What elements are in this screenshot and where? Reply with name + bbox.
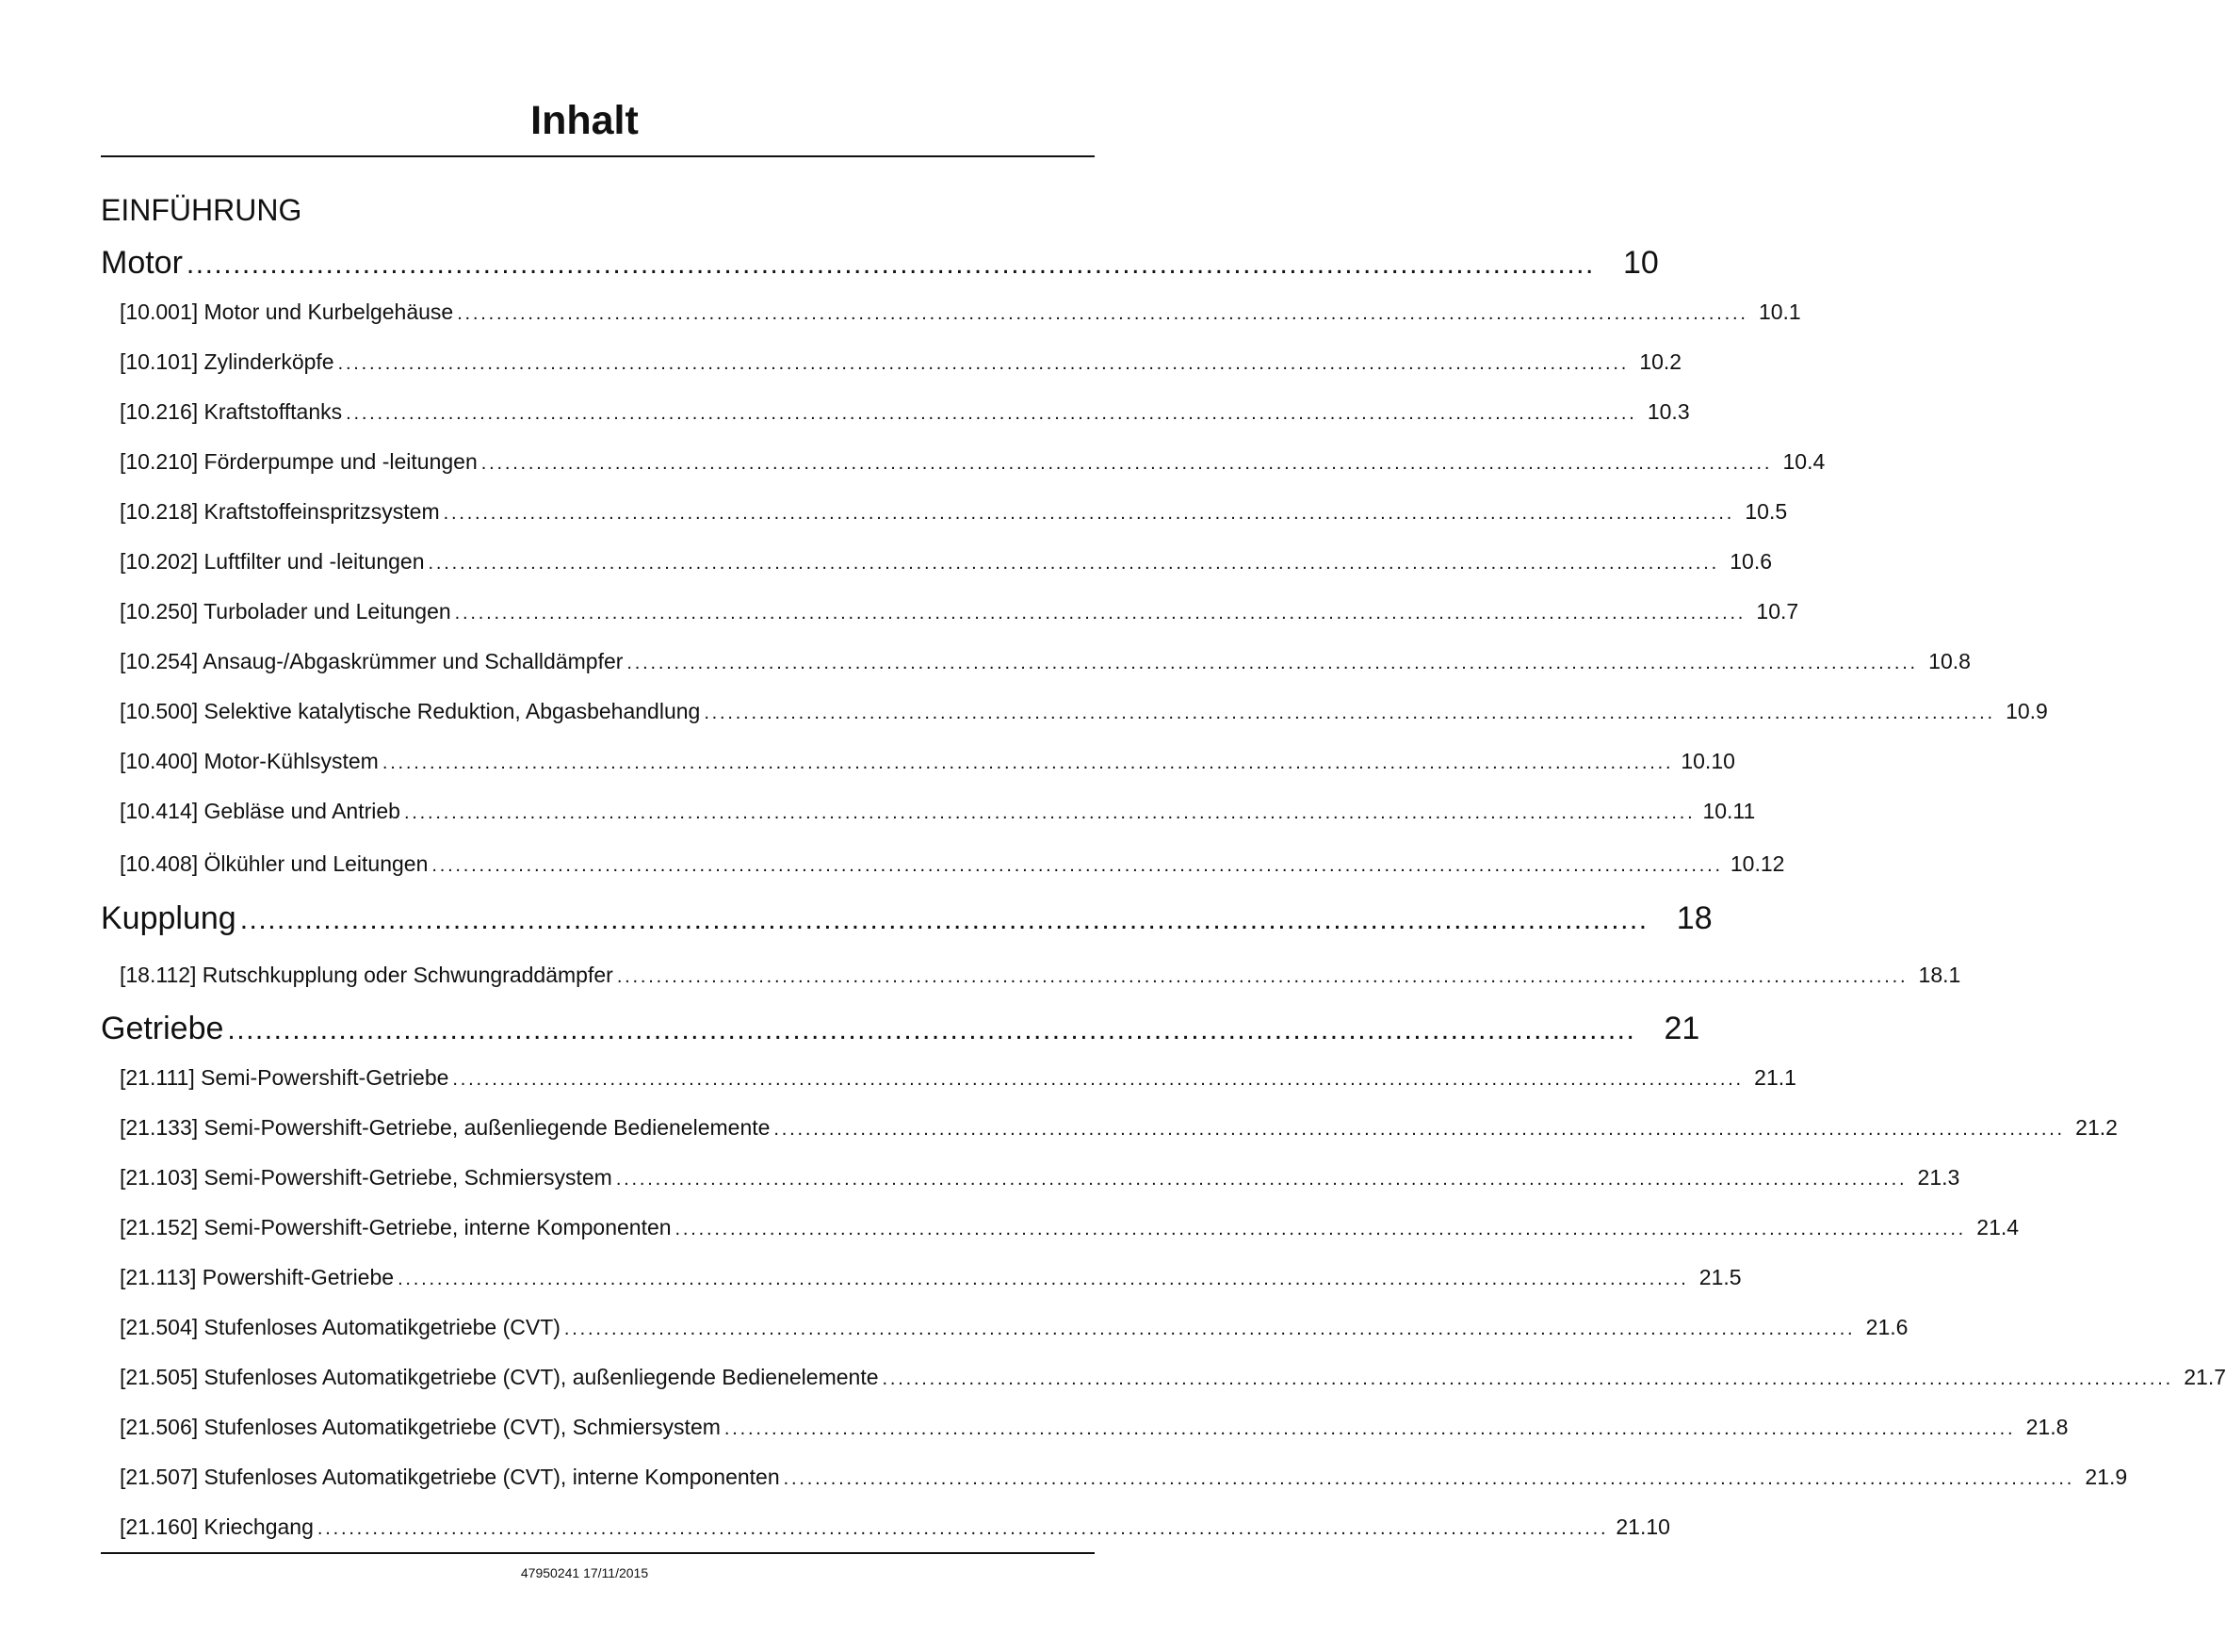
dot-leader: .................................................................................................................................................................... <box>626 653 1918 673</box>
toc-entry[interactable] <box>120 961 1961 991</box>
dot-leader: .................................................................................................................................................................... <box>346 403 1637 424</box>
dot-leader: .................................................................................................................................................................... <box>783 1468 2075 1489</box>
toc-entry[interactable] <box>120 1263 1742 1293</box>
chapter-title: Motor <box>101 245 183 281</box>
toc-entry[interactable] <box>120 1413 2069 1443</box>
dot-leader: .................................................................................................................................................................... <box>674 1219 1967 1239</box>
dot-leader: .................................................................................................................................................................... <box>398 1269 1689 1289</box>
entry-label: [10.218] Kraftstoffeinspritzsystem <box>120 499 440 524</box>
dot-leader: .................................................................................................................................................................... <box>723 1418 2016 1439</box>
entry-label: [10.250] Turbolader und Leitungen <box>120 599 451 624</box>
dot-leader: .................................................................................................................................................................... <box>382 753 1674 773</box>
entry-label: [10.414] Gebläse und Antrieb <box>120 799 400 823</box>
toc-entry[interactable] <box>120 1513 1670 1543</box>
toc-entry[interactable] <box>120 647 1971 677</box>
entry-page: 21.6 <box>1865 1315 1909 1339</box>
toc-entry[interactable] <box>120 397 1690 428</box>
chapter-page: 10 <box>1623 245 1659 281</box>
toc-chapter-motor[interactable] <box>101 243 1659 284</box>
entry-page: 21.4 <box>1976 1215 2020 1239</box>
entry-page: 21.1 <box>1754 1065 1796 1090</box>
toc-chapter-getriebe[interactable] <box>101 1009 1700 1050</box>
chapter-title: Kupplung <box>101 900 236 936</box>
entry-label: [10.216] Kraftstofftanks <box>120 399 343 424</box>
entry-page: 10.11 <box>1702 799 1756 823</box>
entry-label: [10.101] Zylinderköpfe <box>120 349 334 374</box>
entry-label: [21.507] Stufenloses Automatikgetriebe (CVT), interne Komponenten <box>120 1465 780 1489</box>
entry-label: [10.202] Luftfilter und -leitungen <box>120 549 425 574</box>
toc-entry[interactable] <box>120 1213 2020 1243</box>
entry-label: [21.504] Stufenloses Automatikgetriebe (CVT) <box>120 1315 561 1339</box>
chapter-page: 21 <box>1664 1011 1700 1046</box>
dot-leader: ........................................................................................................................................................ <box>227 1014 1636 1045</box>
entry-page: 21.8 <box>2025 1415 2069 1439</box>
entry-label: [21.133] Semi-Powershift-Getriebe, außenliegende Bedienelemente <box>120 1115 771 1140</box>
entry-page: 10.7 <box>1756 599 1799 624</box>
dot-leader: .................................................................................................................................................................... <box>317 1518 1609 1539</box>
entry-label: [21.113] Powershift-Getriebe <box>120 1265 395 1289</box>
dot-leader: ........................................................................................................................................................ <box>186 249 1595 280</box>
entry-page: 10.3 <box>1647 399 1690 424</box>
entry-label: [10.001] Motor und Kurbelgehäuse <box>120 300 454 324</box>
entry-label: [21.160] Kriechgang <box>120 1514 314 1539</box>
toc-entry[interactable] <box>120 1163 1960 1193</box>
entry-label: [18.112] Rutschkupplung oder Schwungraddämpfer <box>120 963 613 987</box>
dot-leader: ........................................................................................................................................................ <box>239 904 1649 935</box>
toc-entry[interactable] <box>120 1113 2118 1143</box>
dot-leader: .................................................................................................................................................................... <box>431 855 1723 876</box>
intro-heading: EINFÜHRUNG <box>101 193 302 227</box>
toc-entry[interactable] <box>120 547 1773 577</box>
entry-page: 18.1 <box>1918 963 1961 987</box>
document-id: 47950241 17/11/2015 <box>520 1565 649 1580</box>
dot-leader: .................................................................................................................................................................... <box>454 603 1747 624</box>
entry-label: [21.103] Semi-Powershift-Getriebe, Schmiersystem <box>120 1165 612 1190</box>
entry-label: [21.506] Stufenloses Automatikgetriebe (CVT), Schmiersystem <box>120 1415 721 1439</box>
entry-label: [10.500] Selektive katalytische Reduktion, Abgasbehandlung <box>120 699 701 723</box>
entry-page: 21.10 <box>1616 1514 1670 1539</box>
toc-entry[interactable] <box>120 1063 1796 1093</box>
toc-entry[interactable] <box>120 697 2048 727</box>
entry-page: 10.2 <box>1639 349 1682 374</box>
toc-chapter-kupplung[interactable] <box>101 899 1713 940</box>
entry-page: 21.3 <box>1917 1165 1960 1190</box>
toc-entry[interactable] <box>120 1313 1909 1343</box>
entry-label: [10.210] Förderpumpe und -leitungen <box>120 449 478 474</box>
entry-page: 10.4 <box>1782 449 1826 474</box>
entry-label: [21.505] Stufenloses Automatikgetriebe (CVT), außenliegende Bedienelemente <box>120 1365 879 1389</box>
page-title: Inhalt <box>530 98 639 143</box>
chapter-page: 18 <box>1676 900 1713 936</box>
footer-divider <box>101 1552 1095 1554</box>
dot-leader: .................................................................................................................................................................... <box>457 303 1748 324</box>
entry-page: 21.5 <box>1698 1265 1742 1289</box>
dot-leader: .................................................................................................................................................................... <box>704 703 1995 723</box>
dot-leader: .................................................................................................................................................................... <box>428 553 1720 574</box>
toc-entry[interactable] <box>120 1463 2128 1493</box>
toc-entry[interactable] <box>120 497 1788 527</box>
entry-page: 10.5 <box>1745 499 1788 524</box>
dot-leader: .................................................................................................................................................................... <box>452 1069 1744 1090</box>
dot-leader: .................................................................................................................................................................... <box>337 353 1630 374</box>
entry-page: 10.12 <box>1730 851 1785 876</box>
entry-page: 21.7 <box>2184 1365 2226 1389</box>
dot-leader: .................................................................................................................................................................... <box>773 1119 2065 1140</box>
entry-page: 10.1 <box>1758 300 1801 324</box>
toc-entry[interactable] <box>120 850 1785 880</box>
dot-leader: .................................................................................................................................................................... <box>443 503 1735 524</box>
toc-entry[interactable] <box>120 298 1801 328</box>
entry-label: [10.400] Motor-Kühlsystem <box>120 749 379 773</box>
entry-label: [21.111] Semi-Powershift-Getriebe <box>120 1065 449 1090</box>
dot-leader: .................................................................................................................................................................... <box>403 802 1696 823</box>
entry-label: [21.152] Semi-Powershift-Getriebe, interne Komponenten <box>120 1215 672 1239</box>
entry-page: 10.8 <box>1928 649 1971 673</box>
chapter-title: Getriebe <box>101 1011 224 1046</box>
toc-entry[interactable] <box>120 1363 2226 1393</box>
entry-page: 10.9 <box>2006 699 2048 723</box>
entry-page: 10.10 <box>1681 749 1735 773</box>
toc-entry[interactable] <box>120 348 1682 378</box>
toc-entry[interactable] <box>120 747 1735 777</box>
dot-leader: .................................................................................................................................................................... <box>882 1369 2174 1389</box>
dot-leader: .................................................................................................................................................................... <box>615 1169 1908 1190</box>
entry-page: 10.6 <box>1730 549 1773 574</box>
toc-entry[interactable] <box>120 447 1826 478</box>
dot-leader: .................................................................................................................................................................... <box>480 453 1773 474</box>
dot-leader: .................................................................................................................................................................... <box>563 1319 1856 1339</box>
entry-page: 21.9 <box>2085 1465 2128 1489</box>
entry-page: 21.2 <box>2075 1115 2118 1140</box>
entry-label: [10.408] Ölkühler und Leitungen <box>120 851 429 876</box>
entry-label: [10.254] Ansaug-/Abgaskrümmer und Schalldämpfer <box>120 649 624 673</box>
toc-entry[interactable] <box>120 797 1756 827</box>
toc-entry[interactable] <box>120 597 1799 627</box>
dot-leader: .................................................................................................................................................................... <box>616 966 1909 987</box>
